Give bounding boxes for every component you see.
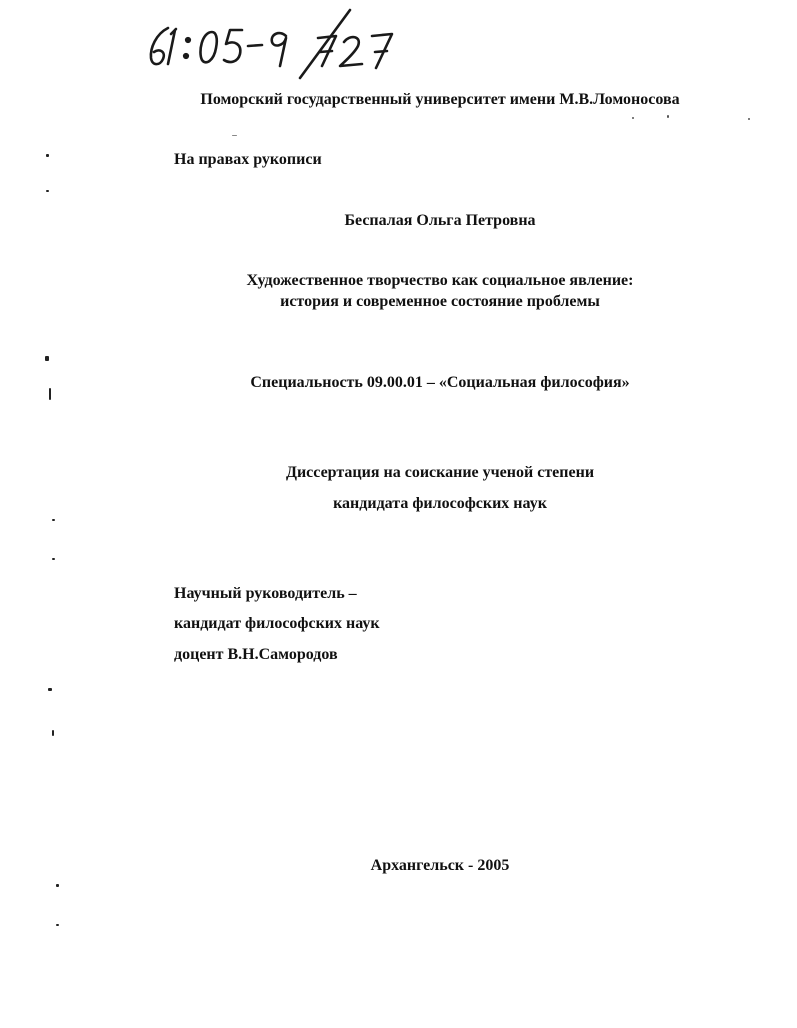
scan-speck — [232, 135, 237, 136]
city-year: Архангельск - 2005 — [370, 857, 510, 874]
supervisor-line-2: кандидат философских наук — [174, 615, 380, 632]
author-name: Беспалая Ольга Петровна — [344, 212, 536, 229]
scan-speck — [748, 118, 750, 120]
scan-speck — [45, 356, 49, 361]
supervisor-line-3: доцент В.Н.Самородов — [174, 646, 338, 663]
scan-speck — [46, 190, 49, 192]
scan-speck — [48, 688, 52, 691]
scan-speck — [52, 730, 54, 736]
scan-speck — [49, 388, 51, 400]
scan-speck — [56, 924, 59, 926]
scan-speck — [667, 115, 669, 118]
supervisor-line-1: Научный руководитель – — [174, 585, 357, 602]
university-name: Поморский государственный университет имени М.В.Ломоносова — [200, 91, 680, 108]
degree-line-1: Диссертация на соискание ученой степени — [285, 464, 595, 481]
specialty: Специальность 09.00.01 – «Социальная философия» — [250, 374, 630, 391]
manuscript-note: На правах рукописи — [174, 151, 322, 168]
scan-speck — [52, 519, 55, 521]
degree-line-2: кандидата философских наук — [333, 495, 547, 512]
scan-speck — [46, 154, 49, 157]
dissertation-title-line-1: Художественное творчество как социальное явление: — [246, 272, 634, 289]
scan-speck — [52, 558, 55, 560]
scan-speck — [56, 884, 59, 887]
dissertation-title-line-2: история и современное состояние проблемы — [280, 293, 600, 310]
scan-speck — [632, 117, 634, 119]
